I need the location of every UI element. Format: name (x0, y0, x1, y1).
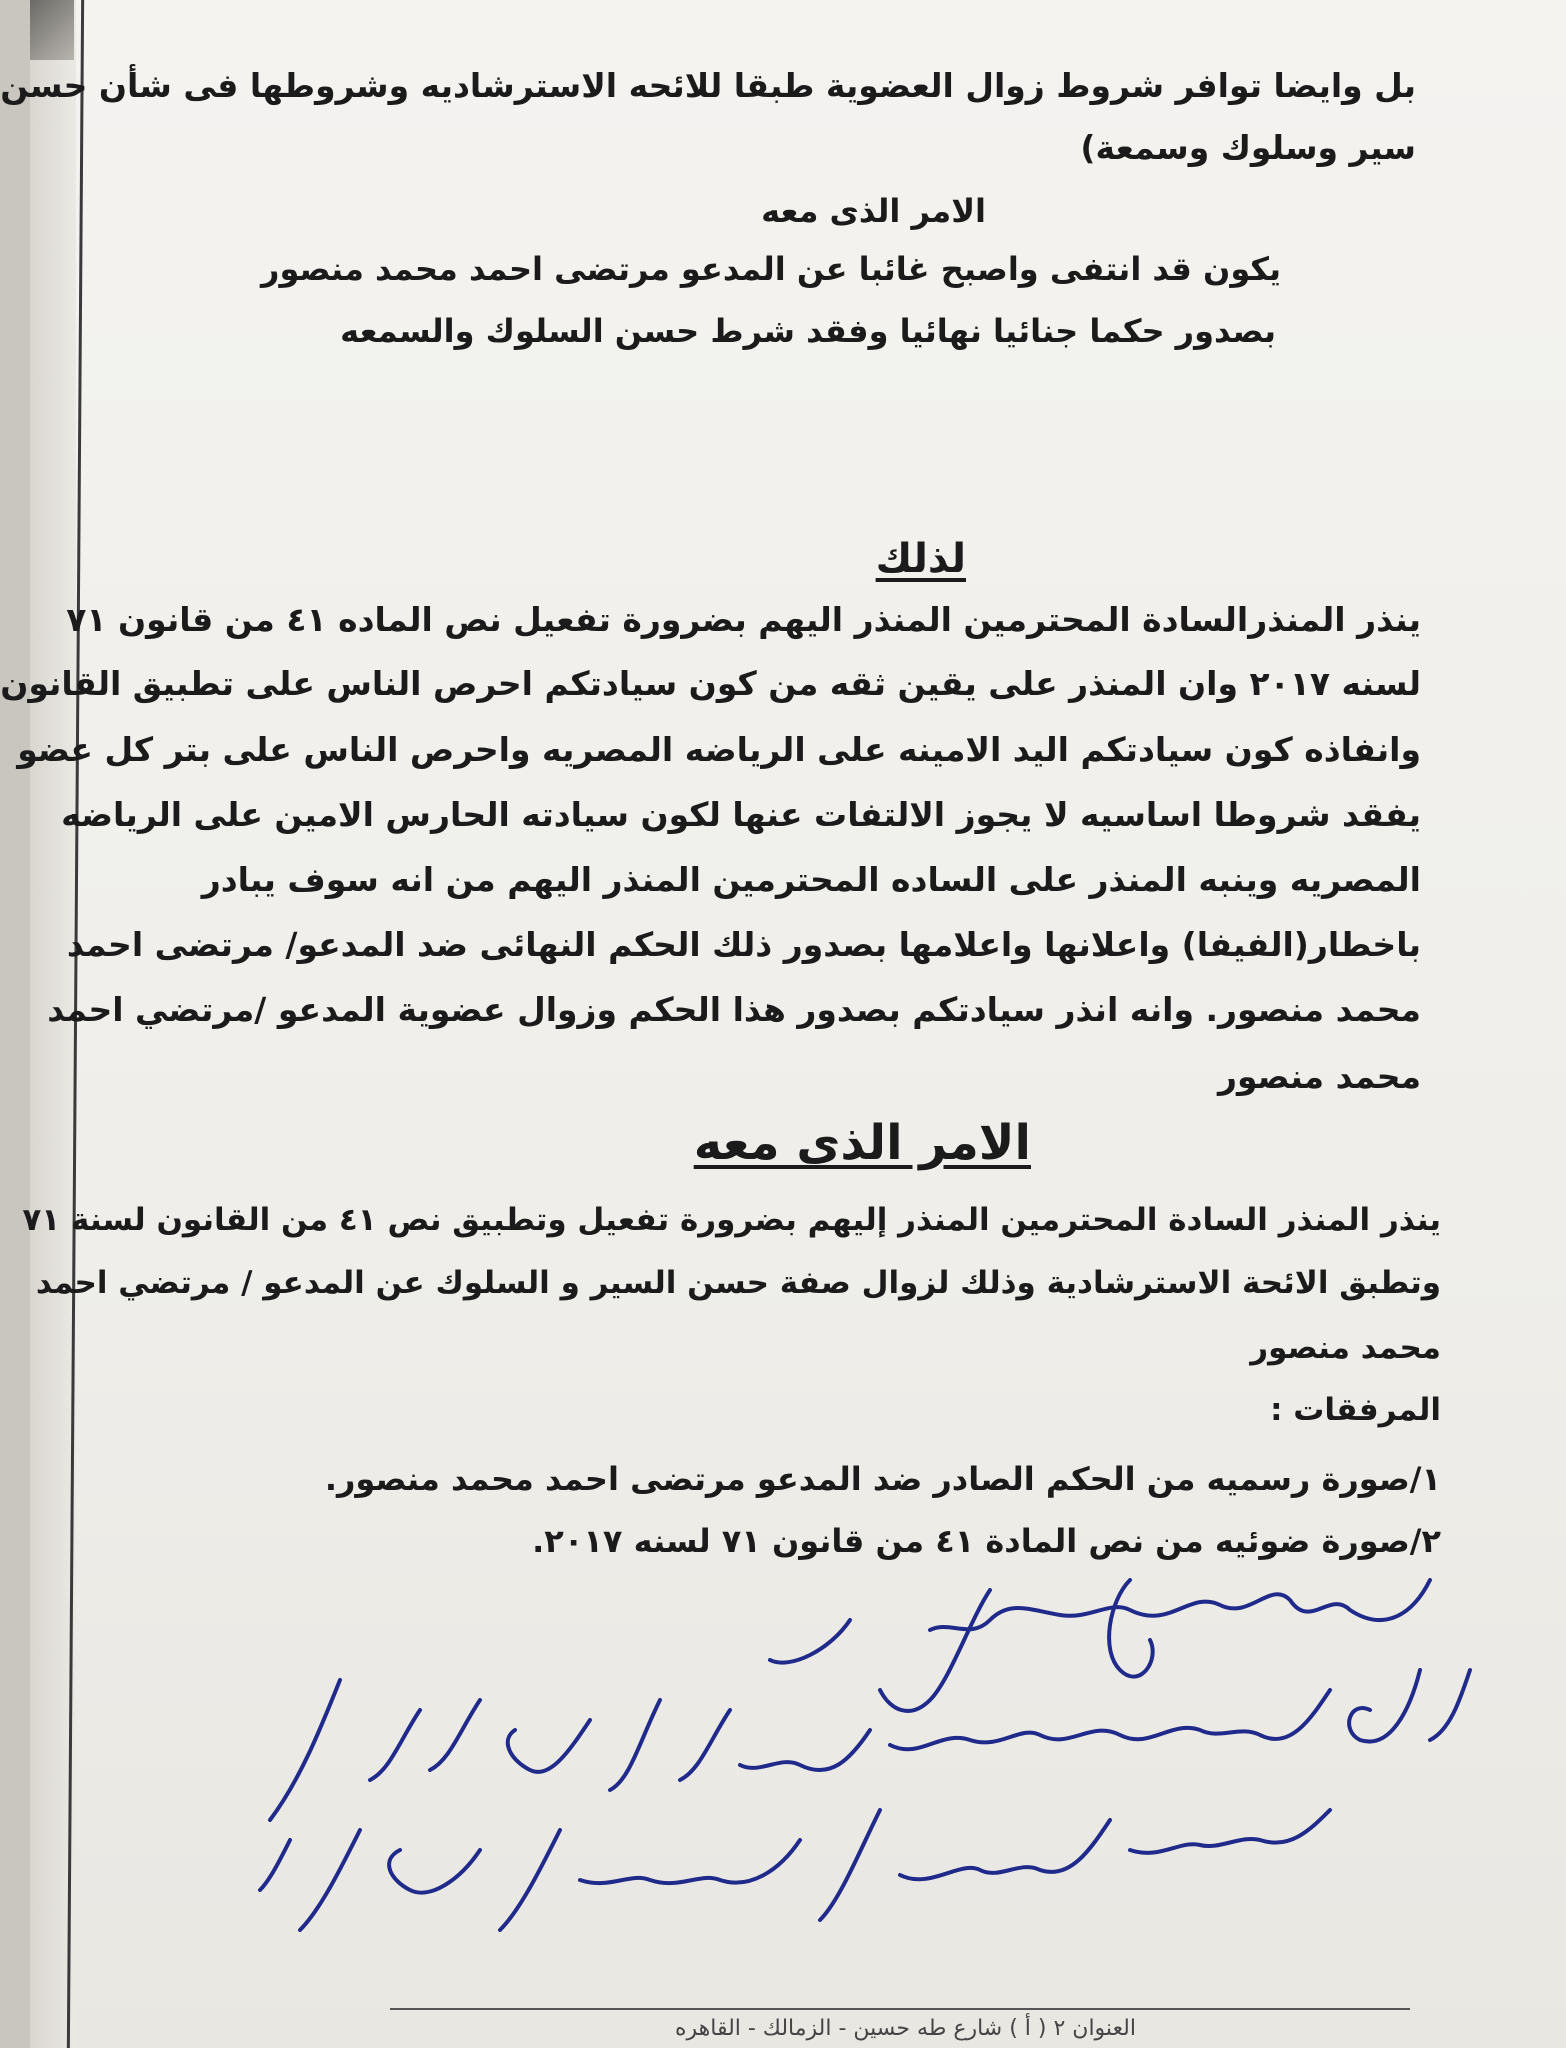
page-corner-shadow (30, 0, 74, 60)
section1-line-1: يكون قد انتفى واصبح غائبا عن المدعو مرتضى احمد محمد منصور (261, 250, 1281, 288)
handwritten-signature (230, 1560, 1490, 1980)
body-line-2: لسنه ٢٠١٧ وان المنذر على يقين ثقه من كون سيادتكم احرص الناس على تطبيق القانون (0, 664, 1421, 703)
attachment-item-1: ١/صورة رسميه من الحكم الصادر ضد المدعو مرتضى احمد محمد منصور. (324, 1460, 1441, 1498)
body-line-3: وانفاذه كون سيادتكم اليد الامينه على الرياضه المصريه واحرص الناس على بتر كل عضو (17, 730, 1421, 769)
attachment-item-2: ٢/صورة ضوئيه من نص المادة ٤١ من قانون ٧١ لسنه ٢٠١٧. (532, 1522, 1441, 1560)
body-line-6: باخطار(الفيفا) واعلانها واعلامها بصدور ذلك الحكم النهائى ضد المدعو/ مرتضى احمد (66, 925, 1421, 964)
footer-address: العنوان ٢ ( أ ) شارع طه حسين - الزمالك - القاهره (674, 2016, 1136, 2041)
section2-line-1: ينذر المنذر السادة المحترمين المنذر إليهم بضرورة تفعيل وتطبيق نص ٤١ من القانون لسنة ٧١ (22, 1202, 1441, 1238)
body-line-8: محمد منصور (1218, 1057, 1421, 1096)
section2-line-3: محمد منصور (1250, 1330, 1441, 1366)
section1-line-2: بصدور حكما جنائيا نهائيا وفقد شرط حسن السلوك والسمعه (340, 312, 1276, 350)
body-line-5: المصريه وينبه المنذر على الساده المحترمين المنذر اليهم من انه سوف يبادر (201, 860, 1421, 899)
footer-divider (390, 2008, 1410, 2010)
therefore-heading: لذلك (875, 536, 966, 582)
intro-line-2: سير وسلوك وسمعة) (1080, 128, 1416, 167)
section1-title: الامر الذى معه (761, 192, 986, 230)
body-line-4: يفقد شروطا اساسيه لا يجوز الالتفات عنها لكون سيادته الحارس الامين على الرياضه (61, 795, 1421, 834)
body-line-7: محمد منصور. وانه انذر سيادتكم بصدور هذا الحكم وزوال عضوية المدعو /مرتضي احمد (47, 990, 1421, 1029)
section2-heading: الامر الذى معه (693, 1115, 1031, 1171)
intro-line-1: بل وايضا توافر شروط زوال العضوية طبقا للائحه الاسترشاديه وشروطها فى شأن حسن (0, 66, 1416, 105)
section2-line-2: وتطبق الائحة الاسترشادية وذلك لزوال صفة حسن السير و السلوك عن المدعو / مرتضي احمد (35, 1265, 1441, 1301)
attachments-label: المرفقات : (1270, 1392, 1441, 1428)
body-line-1: ينذر المنذرالسادة المحترمين المنذر اليهم بضرورة تفعيل نص الماده ٤١ من قانون ٧١ (66, 600, 1421, 639)
